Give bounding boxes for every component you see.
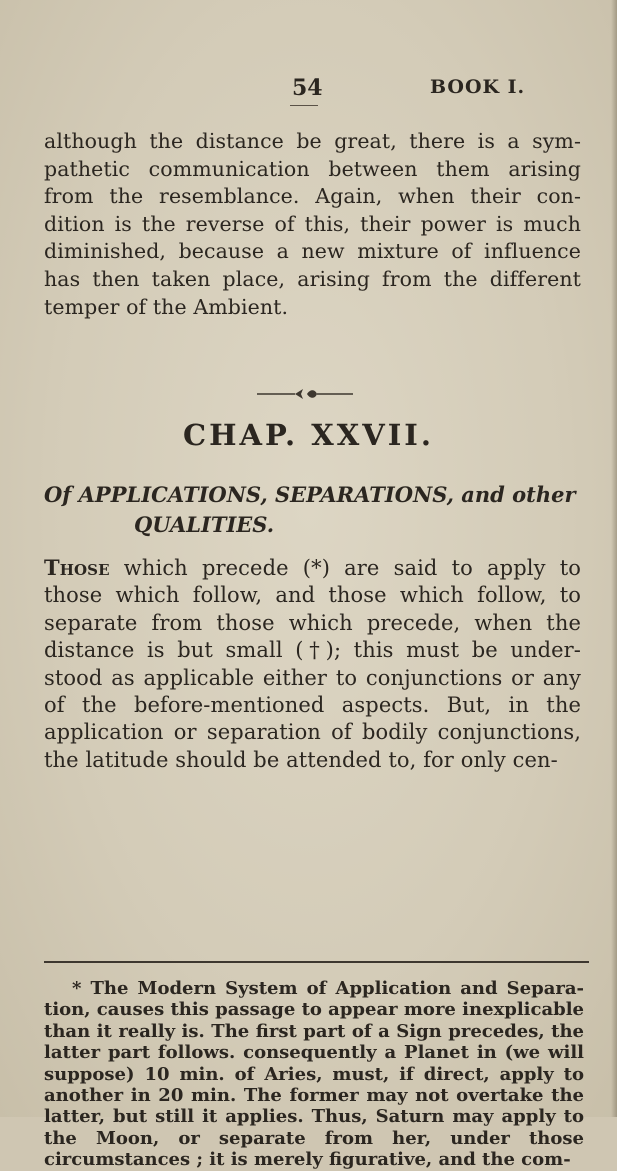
footnote-rule (44, 961, 589, 963)
footnote: * The Modern System of Application and Separa- tion, causes this passage to appear more inexplicable than it really is. The first part of a Sign precedes, the latter part follows. consequently a Planet in (we will suppose) 10 min. of Aries, must, if direct, apply to another in 20 min. The former may not overtake the latter, but still it applies. Thus, Saturn may apply to the Moon, or separate from her, under those circumstances ; it is merely figurative, and the com- (44, 978, 585, 1171)
chapter-subtitle-line2: QUALITIES. (134, 512, 275, 537)
chapter-subtitle-line1: Of APPLICATIONS, SEPARATIONS, and other (44, 482, 576, 507)
chapter-body-paragraph (44, 554, 581, 774)
paragraph-continuation: although the distance be great, there is a sym- pathetic communication between them arising from the resemblance. Again, when their con- dition is the reverse of this, their power is much diminished, because a new mixture of influence has then taken place, arising from the different temper of the Ambient. (44, 129, 581, 319)
page-header (0, 75, 617, 105)
page-edge-shadow (611, 0, 617, 1117)
chapter-subtitle (44, 480, 584, 540)
running-head: BOOK I. (430, 76, 526, 98)
chapter-heading: CHAP. XXVII. (183, 418, 434, 452)
chapter-ornament-icon (255, 387, 355, 401)
page-number: 54 (292, 75, 323, 101)
chapter-body-text: which precede (*) are said to apply to those which follow, and those which follow, to separate from those which precede, when the distance is but small (†); this must be under- stood as applicable either to conjunctions or any of the before-mentioned aspects. But, in the application or separation of bodily conjunctions, the latitude should be attended to, for only cen- (44, 556, 581, 772)
header-rule (290, 105, 318, 106)
drop-lead-word: Those (44, 555, 110, 580)
